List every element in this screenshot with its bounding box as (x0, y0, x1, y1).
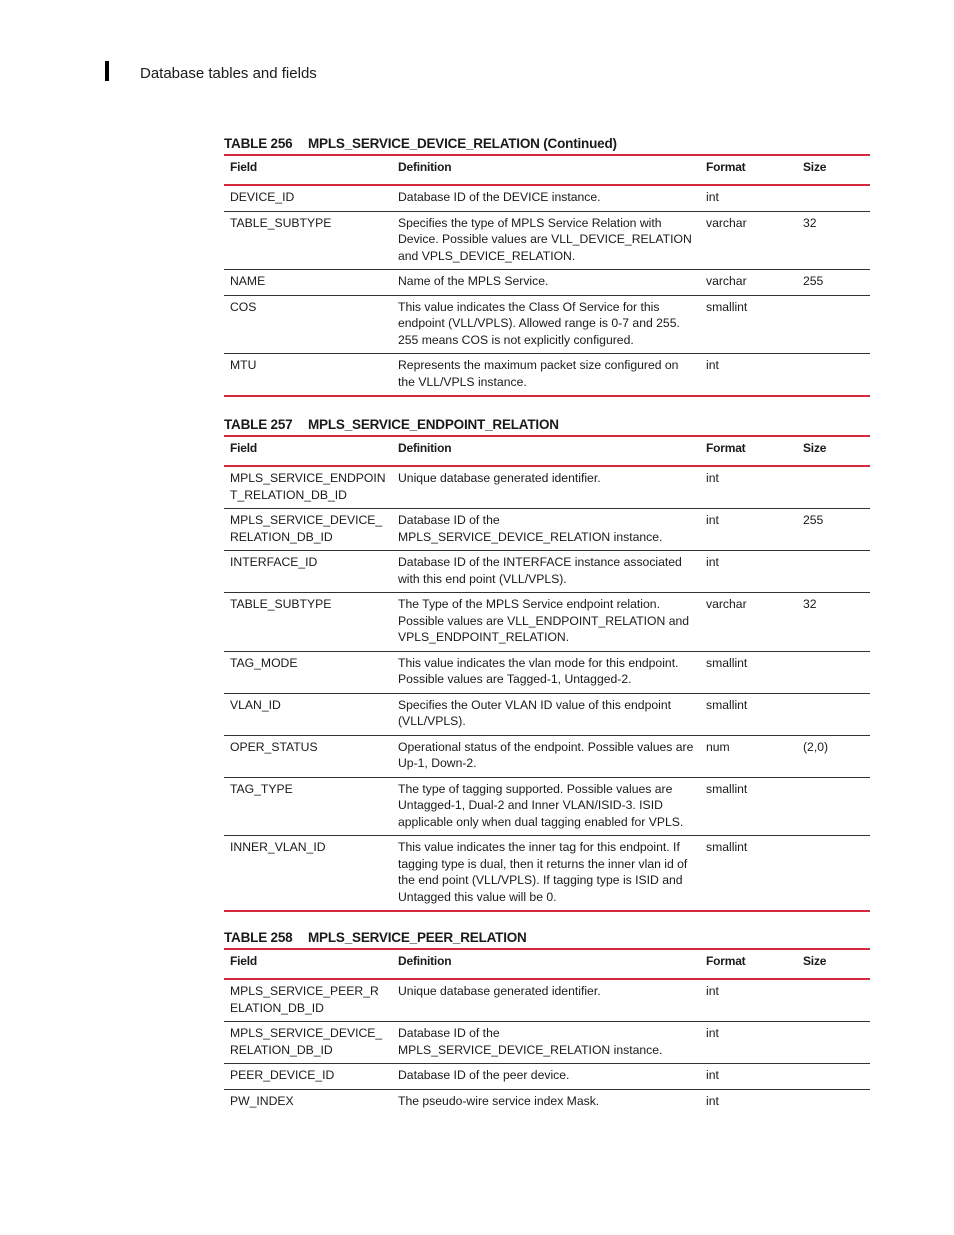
table-header-row (224, 155, 870, 185)
table-256-block (224, 134, 870, 397)
definition-cell: Specifies the Outer VLAN ID value of this endpoint (VLL/VPLS). (392, 693, 700, 735)
table-row (224, 735, 870, 777)
table-caption (224, 928, 870, 948)
definition-cell: This value indicates the vlan mode for this endpoint. Possible values are Tagged-1, Untagged-2. (392, 651, 700, 693)
format-cell: int (700, 1022, 797, 1064)
table-row (224, 509, 870, 551)
definition-cell: Database ID of the INTERFACE instance associated with this end point (VLL/VPLS). (392, 551, 700, 593)
table-row (224, 979, 870, 1022)
definition-cell: Unique database generated identifier. (392, 979, 700, 1022)
field-cell: PEER_DEVICE_ID (224, 1064, 392, 1090)
format-cell: int (700, 1064, 797, 1090)
size-cell (797, 777, 870, 836)
column-header-definition: Definition (392, 949, 700, 979)
table-header-row (224, 949, 870, 979)
size-cell (797, 295, 870, 354)
field-cell: TABLE_SUBTYPE (224, 211, 392, 270)
size-cell (797, 693, 870, 735)
size-cell (797, 979, 870, 1022)
field-cell: INNER_VLAN_ID (230, 840, 326, 854)
definition-cell: The type of tagging supported. Possible values are Untagged-1, Dual-2 and Inner VLAN/ISID-3. ISID applicable only when dual tagging enabled for VPLS. (392, 777, 700, 836)
field-cell: TABLE_SUBTYPE (224, 593, 392, 652)
column-header-size: Size (797, 155, 870, 185)
size-cell (797, 1064, 870, 1090)
definition-cell: Database ID of the MPLS_SERVICE_DEVICE_RELATION instance. (392, 509, 700, 551)
data-table (224, 948, 870, 1114)
definition-cell: This value indicates the Class Of Service for this endpoint (VLL/VPLS). Allowed range is 0-7 and 255. 255 means COS is not explicitly configured. (392, 295, 700, 354)
size-cell (797, 185, 870, 211)
format-cell: num (700, 735, 797, 777)
column-header-definition: Definition (392, 155, 700, 185)
format-cell: smallint (700, 693, 797, 735)
field-cell: MPLS_SERVICE_ENDPOINT_RELATION_DB_ID (224, 466, 392, 509)
column-header-format: Format (700, 949, 797, 979)
table-row (224, 777, 870, 836)
format-cell: int (706, 358, 719, 372)
size-cell (797, 1089, 870, 1114)
column-header-definition: Definition (392, 436, 700, 466)
table-row (224, 295, 870, 354)
format-cell: int (700, 466, 797, 509)
running-header: Database tables and fields (140, 65, 317, 82)
column-header-field: Field (224, 436, 392, 466)
table-row (224, 551, 870, 593)
table-caption (224, 415, 870, 435)
table-row (224, 836, 870, 912)
field-cell: PW_INDEX (230, 1093, 294, 1108)
table-row (224, 354, 870, 397)
format-cell: varchar (700, 270, 797, 296)
table-row (224, 1064, 870, 1090)
data-table (224, 435, 870, 912)
table-row (224, 270, 870, 296)
column-header-field: Field (224, 155, 392, 185)
field-cell: MTU (230, 358, 257, 372)
definition-cell: Database ID of the DEVICE instance. (392, 185, 700, 211)
definition-cell: Name of the MPLS Service. (392, 270, 700, 296)
data-table (224, 154, 870, 397)
format-cell: int (700, 979, 797, 1022)
table-row (224, 593, 870, 652)
definition-cell: Represents the maximum packet size configured on the VLL/VPLS instance. (398, 358, 679, 389)
table-row (224, 651, 870, 693)
definition-cell: This value indicates the inner tag for this endpoint. If tagging type is dual, then it returns the inner vlan id of the end point (VLL/VPLS). If tagging type is ISID and Untagged this value will be 0. (398, 840, 688, 904)
field-cell: TAG_TYPE (224, 777, 392, 836)
table-258-block (224, 928, 870, 1114)
definition-cell: Operational status of the endpoint. Possible values are Up-1, Down-2. (392, 735, 700, 777)
field-cell: OPER_STATUS (224, 735, 392, 777)
column-header-size: Size (797, 949, 870, 979)
table-number: TABLE 256 (224, 136, 293, 151)
size-cell (797, 466, 870, 509)
size-cell (797, 651, 870, 693)
format-cell: smallint (700, 295, 797, 354)
format-cell: varchar (700, 211, 797, 270)
definition-cell: Unique database generated identifier. (392, 466, 700, 509)
format-cell: int (700, 551, 797, 593)
size-cell (797, 551, 870, 593)
format-cell: smallint (700, 651, 797, 693)
table-caption (224, 134, 870, 154)
definition-cell: The Type of the MPLS Service endpoint relation. Possible values are VLL_ENDPOINT_RELATION and VPLS_ENDPOINT_RELATION. (392, 593, 700, 652)
field-cell: VLAN_ID (224, 693, 392, 735)
chapter-marker-bar (105, 61, 109, 81)
size-cell: 32 (797, 593, 870, 652)
table-name: MPLS_SERVICE_DEVICE_RELATION (Continued) (308, 136, 617, 151)
format-cell: varchar (700, 593, 797, 652)
table-number: TABLE 258 (224, 930, 293, 945)
size-cell: 255 (797, 270, 870, 296)
size-cell: 255 (797, 509, 870, 551)
format-cell: smallint (706, 840, 748, 854)
table-header-row (224, 436, 870, 466)
field-cell: NAME (224, 270, 392, 296)
definition-cell: Specifies the type of MPLS Service Relation with Device. Possible values are VLL_DEVICE_RELATION and VPLS_DEVICE_RELATION. (392, 211, 700, 270)
column-header-format: Format (700, 436, 797, 466)
table-row (224, 466, 870, 509)
table-row (224, 1089, 870, 1114)
format-cell: int (700, 185, 797, 211)
table-name: MPLS_SERVICE_ENDPOINT_RELATION (308, 417, 559, 432)
size-cell: (2,0) (797, 735, 870, 777)
table-row (224, 693, 870, 735)
column-header-format: Format (700, 155, 797, 185)
definition-cell: Database ID of the MPLS_SERVICE_DEVICE_RELATION instance. (392, 1022, 700, 1064)
field-cell: TAG_MODE (224, 651, 392, 693)
format-cell: smallint (700, 777, 797, 836)
definition-cell: The pseudo-wire service index Mask. (398, 1093, 600, 1108)
field-cell: COS (224, 295, 392, 354)
column-header-field: Field (224, 949, 392, 979)
format-cell: int (700, 509, 797, 551)
table-257-block (224, 415, 870, 912)
table-row (224, 185, 870, 211)
size-cell (797, 354, 870, 397)
field-cell: MPLS_SERVICE_DEVICE_RELATION_DB_ID (224, 509, 392, 551)
size-cell (797, 1022, 870, 1064)
field-cell: MPLS_SERVICE_DEVICE_RELATION_DB_ID (224, 1022, 392, 1064)
column-header-size: Size (797, 436, 870, 466)
size-cell (797, 836, 870, 912)
field-cell: INTERFACE_ID (224, 551, 392, 593)
table-row (224, 1022, 870, 1064)
table-row (224, 211, 870, 270)
field-cell: DEVICE_ID (224, 185, 392, 211)
definition-cell: Database ID of the peer device. (392, 1064, 700, 1090)
table-number: TABLE 257 (224, 417, 293, 432)
size-cell: 32 (797, 211, 870, 270)
field-cell: MPLS_SERVICE_PEER_RELATION_DB_ID (224, 979, 392, 1022)
format-cell: int (706, 1093, 719, 1108)
table-name: MPLS_SERVICE_PEER_RELATION (308, 930, 527, 945)
